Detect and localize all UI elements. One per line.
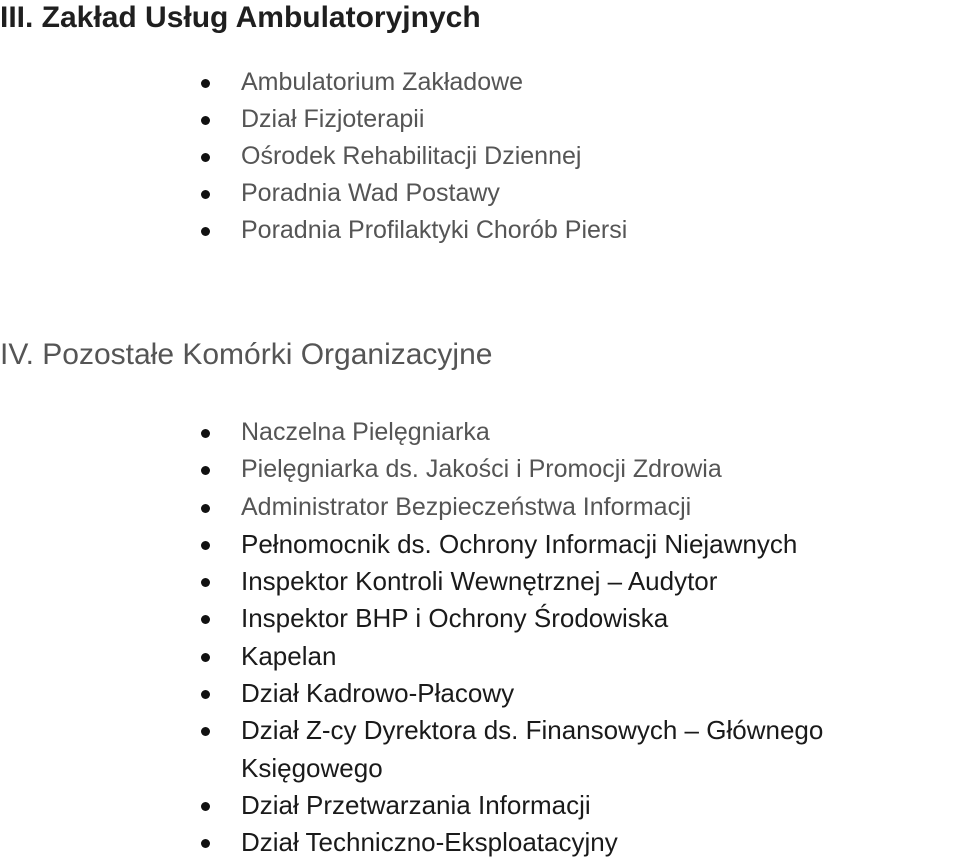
list-item-text: Ambulatorium Zakładowe bbox=[241, 68, 524, 96]
bullet-icon bbox=[201, 690, 210, 699]
list-item-continuation bbox=[0, 750, 823, 787]
list-item-text: Księgowego bbox=[241, 752, 383, 783]
list-item bbox=[0, 414, 823, 451]
list-item bbox=[0, 101, 627, 138]
bullet-icon bbox=[201, 116, 210, 125]
list-item bbox=[0, 824, 823, 861]
list-item-text: Inspektor Kontroli Wewnętrznej – Audytor bbox=[241, 566, 718, 597]
list-item-text: Poradnia Wad Postawy bbox=[241, 179, 500, 207]
list-item-text: Poradnia Profilaktyki Chorób Piersi bbox=[241, 216, 628, 244]
list-item-text: Dział Techniczno-Eksploatacyjny bbox=[241, 827, 618, 858]
bullet-icon bbox=[201, 153, 210, 162]
list-item bbox=[0, 638, 823, 675]
list-item-text: Ośrodek Rehabilitacji Dziennej bbox=[241, 142, 582, 170]
list-item-text: Kapelan bbox=[241, 640, 337, 671]
list-item-text: Pełnomocnik ds. Ochrony Informacji Niejawnych bbox=[241, 528, 798, 559]
list-item bbox=[0, 138, 627, 175]
bullet-icon bbox=[201, 727, 210, 736]
list-item bbox=[0, 489, 823, 526]
list-item-text: Administrator Bezpieczeństwa Informacji bbox=[241, 492, 692, 521]
bullet-icon bbox=[201, 615, 210, 624]
list-item bbox=[0, 451, 823, 488]
bullet-icon bbox=[201, 79, 210, 88]
bullet-icon bbox=[201, 541, 210, 550]
list-item-text: Dział Kadrowo-Płacowy bbox=[241, 678, 515, 709]
bullet-icon bbox=[201, 802, 210, 811]
section-iii-heading: III. Zakład Usług Ambulatoryjnych bbox=[0, 1, 481, 34]
list-item-text: Dział Przetwarzania Informacji bbox=[241, 789, 591, 820]
list-item bbox=[0, 712, 823, 749]
bullet-icon bbox=[201, 839, 210, 848]
section-iii-list bbox=[0, 64, 627, 249]
section-iv-list bbox=[0, 414, 823, 862]
list-item-text: Dział Z-cy Dyrektora ds. Finansowych – Głównego bbox=[241, 715, 824, 746]
bullet-icon bbox=[201, 578, 210, 587]
bullet-icon bbox=[201, 653, 210, 662]
list-item bbox=[0, 64, 627, 101]
list-item-text: Naczelna Pielęgniarka bbox=[241, 418, 490, 446]
list-item bbox=[0, 175, 627, 212]
list-item-text: Inspektor BHP i Ochrony Środowiska bbox=[241, 603, 669, 634]
bullet-icon bbox=[201, 466, 210, 475]
list-item bbox=[0, 600, 823, 637]
list-item bbox=[0, 526, 823, 563]
list-item bbox=[0, 787, 823, 824]
list-item bbox=[0, 212, 627, 249]
section-iv-heading: IV. Pozostałe Komórki Organizacyjne bbox=[0, 338, 493, 371]
list-item bbox=[0, 563, 823, 600]
bullet-icon bbox=[201, 190, 210, 199]
list-item-text: Dział Fizjoterapii bbox=[241, 105, 425, 133]
bullet-icon bbox=[201, 429, 210, 438]
list-item-text: Pielęgniarka ds. Jakości i Promocji Zdrowia bbox=[241, 455, 722, 484]
bullet-icon bbox=[201, 504, 210, 513]
bullet-icon bbox=[201, 227, 210, 236]
list-item bbox=[0, 675, 823, 712]
